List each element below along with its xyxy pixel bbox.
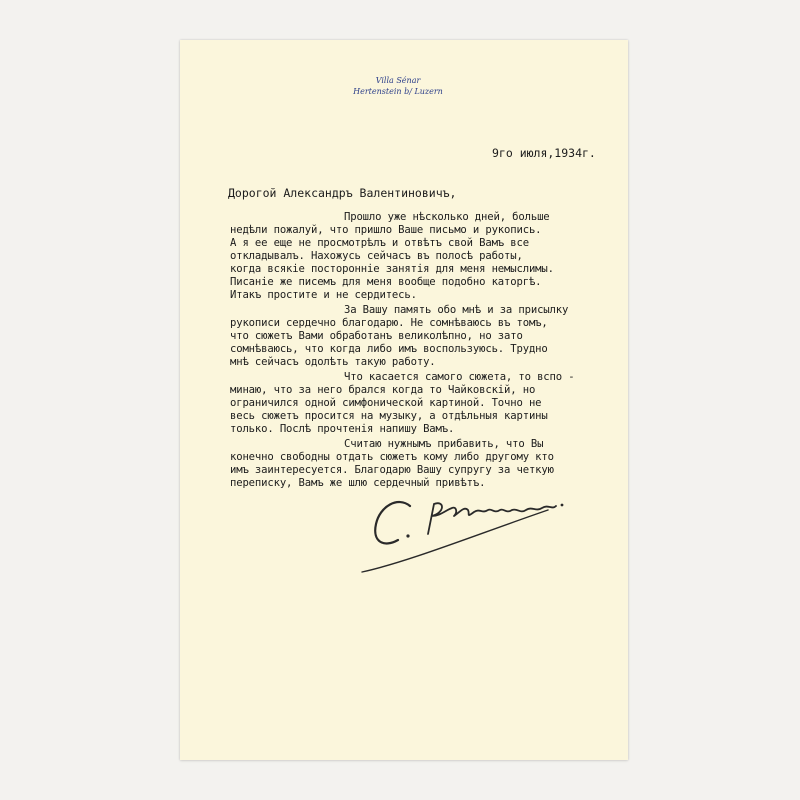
- signature-dot: [406, 534, 409, 537]
- body-line: ограничился одной симфонической картиной. Точно не: [230, 397, 542, 409]
- signature-dot: [561, 504, 564, 507]
- body-line: А я ее еще не просмотрѣлъ и отвѣтъ свой Вамъ все: [230, 237, 529, 249]
- body-line: имъ заинтересуется. Благодарю Вашу супругу за четкую: [230, 464, 554, 476]
- body-line: Прошло уже нѣсколько дней, больше: [344, 211, 550, 223]
- body-line: рукописи сердечно благодарю. Не сомнѣваюсь въ томъ,: [230, 317, 548, 329]
- handwritten-signature: [348, 488, 578, 578]
- letterhead: [343, 75, 453, 97]
- signature-stroke: [362, 510, 548, 572]
- body-line: мнѣ сейчасъ одолѣть такую работу.: [230, 356, 436, 368]
- letter-date: 9го июля,1934г.: [492, 146, 596, 160]
- letterhead-address: Hertenstein b/ Luzern: [353, 87, 443, 96]
- body-line: весь сюжетъ просится на музыку, а отдѣльныя картины: [230, 410, 548, 422]
- body-line: Считаю нужнымъ прибавить, что Вы: [344, 438, 544, 450]
- body-line: откладывалъ. Нахожусь сейчасъ въ полосѣ работы,: [230, 250, 523, 262]
- body-line: когда всякіе посторонніе занятія для меня немыслимы.: [230, 263, 554, 275]
- body-line: конечно свободны отдать сюжетъ кому либо другому кто: [230, 451, 554, 463]
- body-line: что сюжетъ Вами обработанъ великолѣпно, но зато: [230, 330, 523, 342]
- body-line: недѣли пожалуй, что пришло Ваше письмо и рукопись.: [230, 224, 542, 236]
- body-line: минаю, что за него брался когда то Чайковскій, но: [230, 384, 536, 396]
- body-line: Что касается самого сюжета, то вспо -: [344, 371, 575, 383]
- salutation: Дорогой Александръ Валентиновичъ,: [228, 186, 457, 200]
- letterhead-villa: Villa Sénar: [375, 76, 421, 85]
- body-line: За Вашу память обо мнѣ и за присылку: [344, 304, 569, 316]
- signature-stroke: [375, 502, 410, 543]
- body-line: Итакъ простите и не сердитесь.: [230, 289, 417, 301]
- body-line: сомнѣваюсь, что когда либо имъ воспользуюсь. Трудно: [230, 343, 548, 355]
- body-line: только. Послѣ прочтенія напишу Вамъ.: [230, 423, 455, 435]
- body-line: Писаніе же писемъ для меня вообще подобно каторгѣ.: [230, 276, 542, 288]
- body-line: переписку, Вамъ же шлю сердечный привѣтъ.: [230, 477, 486, 489]
